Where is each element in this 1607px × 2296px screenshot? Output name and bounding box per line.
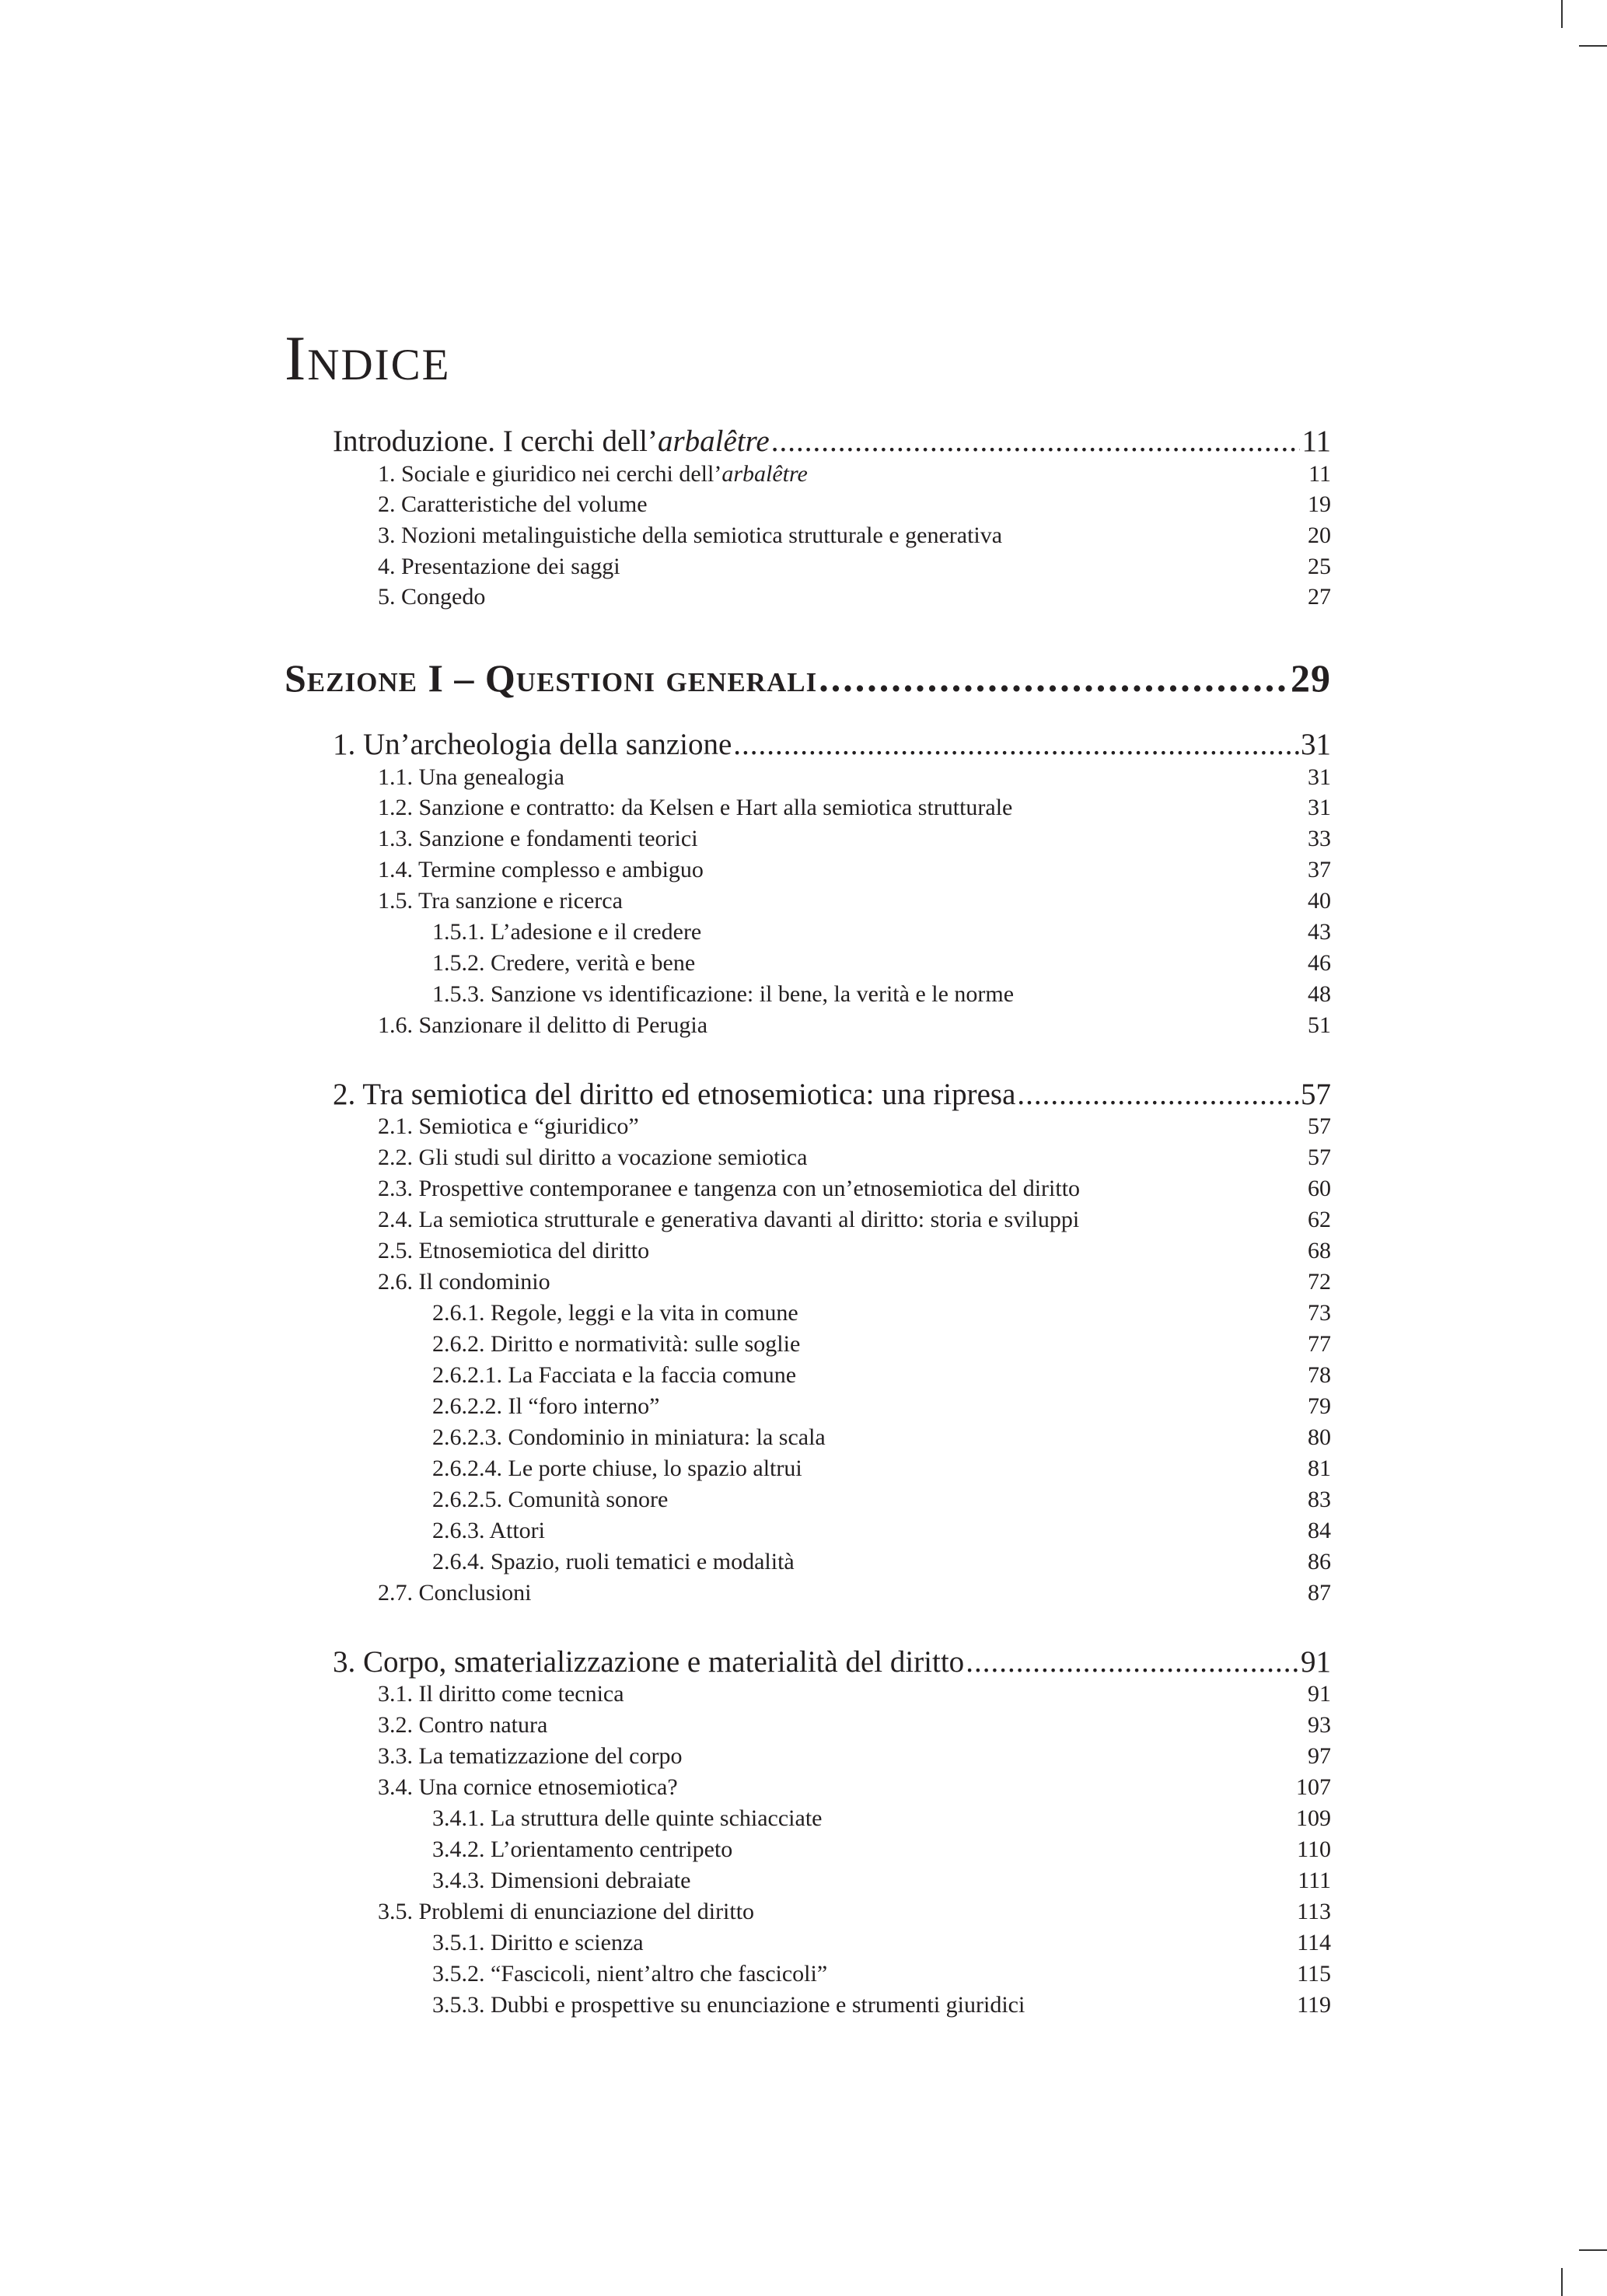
toc-page-number: 31: [1308, 764, 1331, 790]
toc-page-number: 119: [1297, 1992, 1331, 2018]
toc-chapter-entry: [333, 727, 1331, 762]
toc-page-number: 72: [1308, 1269, 1331, 1295]
toc-page-number: 60: [1308, 1176, 1331, 1201]
toc-entry: [432, 1805, 1331, 1832]
toc-entry-title: Sezione I – Questioni generali: [285, 656, 818, 700]
dot-leader: [1017, 1077, 1299, 1112]
toc-page-number: 86: [1308, 1549, 1331, 1574]
toc-entry: [432, 1992, 1331, 2018]
toc-entry-title: 2.6.2.2. Il “foro interno”: [432, 1393, 660, 1419]
toc-entry: [378, 1113, 1331, 1140]
toc-entry: [432, 1362, 1331, 1389]
toc-page-number: 25: [1308, 554, 1331, 579]
toc-entry: [432, 1518, 1331, 1544]
toc-entry: [432, 1300, 1331, 1326]
toc-page-number: 83: [1308, 1487, 1331, 1512]
toc-entry: [378, 1774, 1331, 1801]
dot-leader: [966, 1644, 1299, 1679]
toc-chapter-entry: [333, 424, 1331, 459]
toc-page-number: 57: [1308, 1113, 1331, 1139]
toc-entry: [378, 1145, 1331, 1171]
toc-page-number: 97: [1308, 1743, 1331, 1769]
toc-entry: [432, 1393, 1331, 1420]
toc-entry: [378, 1712, 1331, 1739]
crop-mark-bottom-right: [1561, 2268, 1563, 2296]
toc-page-number: 109: [1296, 1805, 1331, 1831]
toc-chapter-entry: [333, 1644, 1331, 1679]
toc-entry-title: 2.2. Gli studi sul diritto a vocazione semiotica: [378, 1145, 808, 1170]
toc-entry: [432, 1487, 1331, 1513]
toc-chapter-entry: [333, 1077, 1331, 1112]
toc-entry: [378, 1743, 1331, 1770]
toc-entry: [378, 1176, 1331, 1202]
toc-entry: [432, 1836, 1331, 1863]
toc-entry-title: 3.4. Una cornice etnosemiotica?: [378, 1774, 678, 1800]
toc-page-number: 113: [1297, 1899, 1331, 1924]
toc-section-heading: [285, 655, 1331, 701]
crop-mark-bottom-right-h: [1579, 2249, 1607, 2251]
toc-page-number: 73: [1308, 1300, 1331, 1326]
toc-entry-title: 2.4. La semiotica strutturale e generativa davanti al diritto: storia e sviluppi: [378, 1207, 1080, 1232]
toc-page-number: 33: [1308, 826, 1331, 851]
toc-entry-title: 1.5.2. Credere, verità e bene: [432, 950, 696, 976]
toc-entry: [378, 826, 1331, 852]
toc-page-number: 107: [1296, 1774, 1331, 1800]
toc-page-number: 46: [1308, 950, 1331, 976]
toc-page-number: 87: [1308, 1580, 1331, 1606]
toc-page-number: 93: [1308, 1712, 1331, 1738]
toc-page-number: 57: [1308, 1145, 1331, 1170]
crop-mark-top-right-h: [1579, 45, 1607, 47]
toc-entry-title: 1.5.1. L’adesione e il credere: [432, 919, 702, 945]
toc-page-number: 19: [1308, 491, 1331, 517]
toc-page-number: 91: [1308, 1681, 1331, 1707]
toc-entry-title: 2.6. Il condominio: [378, 1269, 550, 1295]
toc-entry: [378, 1269, 1331, 1295]
toc-entry: [432, 1868, 1331, 1894]
toc-entry-title: 1.2. Sanzione e contratto: da Kelsen e Hart alla semiotica strutturale: [378, 795, 1013, 820]
toc-entry: [378, 522, 1331, 549]
toc-entry: [378, 461, 1331, 488]
toc-entry: [378, 1580, 1331, 1606]
toc-entry: [432, 950, 1331, 977]
toc-entry: [378, 1681, 1331, 1707]
toc-entry: [432, 1961, 1331, 1987]
dot-leader: [733, 727, 1299, 762]
toc-entry: [378, 888, 1331, 914]
dot-leader: [819, 655, 1289, 701]
toc-page-number: 81: [1308, 1456, 1331, 1481]
toc-entry-title: 1.5.3. Sanzione vs identificazione: il bene, la verità e le norme: [432, 981, 1015, 1007]
toc-page-number: 20: [1308, 522, 1331, 548]
toc-entry-title: 1.3. Sanzione e fondamenti teorici: [378, 826, 698, 851]
toc-entry: [378, 1207, 1331, 1233]
toc-page-number: 40: [1308, 888, 1331, 914]
toc-entry: [378, 554, 1331, 580]
toc-entry-title: 2.6.1. Regole, leggi e la vita in comune: [432, 1300, 798, 1326]
toc-entry-title: 2.6.2.1. La Facciata e la faccia comune: [432, 1362, 797, 1388]
toc-page-number: 110: [1297, 1836, 1331, 1862]
toc-page-number: 31: [1308, 795, 1331, 820]
toc-entry-title: 1.4. Termine complesso e ambiguo: [378, 857, 704, 882]
dot-leader: [771, 424, 1301, 459]
toc-page-number: 27: [1308, 584, 1331, 610]
toc-page-number: 68: [1308, 1238, 1331, 1263]
toc-entry-title: 1.1. Una genealogia: [378, 764, 564, 790]
toc-entry: [432, 1456, 1331, 1482]
toc-entry: [378, 1238, 1331, 1264]
toc-page-number: 80: [1308, 1424, 1331, 1450]
toc-entry-title: 1. Sociale e giuridico nei cerchi dell’: [378, 461, 722, 487]
toc-entry-title: 3.3. La tematizzazione del corpo: [378, 1743, 683, 1769]
toc-page-number: 79: [1308, 1393, 1331, 1419]
toc-entry-title: 2. Caratteristiche del volume: [378, 491, 648, 517]
toc-page-number: 111: [1298, 1868, 1331, 1893]
toc-page-number: 57: [1301, 1078, 1331, 1111]
toc-entry: [432, 1549, 1331, 1575]
toc-entry-title: 2.3. Prospettive contemporanee e tangenza con un’etnosemiotica del diritto: [378, 1176, 1081, 1201]
toc-entry-title: 2.1. Semiotica e “giuridico”: [378, 1113, 639, 1139]
toc-entry-title: 2.6.2.4. Le porte chiuse, lo spazio altrui: [432, 1456, 802, 1481]
toc-entry-title: 3.5.3. Dubbi e prospettive su enunciazione e strumenti giuridici: [432, 1992, 1025, 2018]
toc-entry-title: Introduzione. I cerchi dell’: [333, 425, 658, 458]
toc-entry-title: 3. Corpo, smaterializzazione e materialità del diritto: [333, 1645, 965, 1679]
toc-entry: [432, 1331, 1331, 1358]
toc-entry-title: 3.4.1. La struttura delle quinte schiacciate: [432, 1805, 823, 1831]
toc-entry: [432, 981, 1331, 1008]
toc-entry-title: 3.5.2. “Fascicoli, nient’altro che fascicoli”: [432, 1961, 828, 1987]
toc-page-number: 29: [1291, 656, 1331, 700]
toc-page-number: 77: [1308, 1331, 1331, 1357]
toc-entry: [378, 1899, 1331, 1925]
toc-page-number: 114: [1297, 1930, 1331, 1955]
toc-page-number: 51: [1308, 1012, 1331, 1038]
toc-page-number: 31: [1301, 728, 1331, 761]
toc-entry-title: 2.6.3. Attori: [432, 1518, 546, 1543]
toc-page-number: 115: [1297, 1961, 1331, 1987]
toc-page-number: 48: [1308, 981, 1331, 1007]
toc-page-number: 78: [1308, 1362, 1331, 1388]
toc-entry-title: 3.2. Contro natura: [378, 1712, 548, 1738]
toc-entry: [378, 491, 1331, 518]
toc-page-number: 62: [1308, 1207, 1331, 1232]
toc-entry-title-italic: arbalêtre: [657, 425, 770, 458]
toc-entry: [432, 1424, 1331, 1451]
toc-entry-title: 2. Tra semiotica del diritto ed etnosemiotica: una ripresa: [333, 1078, 1016, 1111]
toc-entry-title: 1. Un’archeologia della sanzione: [333, 728, 732, 761]
toc-entry-title: 3. Nozioni metalinguistiche della semiotica strutturale e generativa: [378, 522, 1003, 548]
toc-entry-title: 2.6.2.5. Comunità sonore: [432, 1487, 669, 1512]
toc-entry-title: 4. Presentazione dei saggi: [378, 554, 620, 579]
toc-entry-title: 3.1. Il diritto come tecnica: [378, 1681, 624, 1707]
toc-page-number: 11: [1301, 425, 1331, 458]
toc-entry-title: 2.5. Etnosemiotica del diritto: [378, 1238, 650, 1263]
toc-entry: [378, 1012, 1331, 1039]
toc-entry: [432, 1930, 1331, 1956]
toc-entry-title-italic: arbalêtre: [721, 461, 808, 487]
toc-entry-title: 2.6.2.3. Condominio in miniatura: la scala: [432, 1424, 826, 1450]
toc-entry-title: 3.5.1. Diritto e scienza: [432, 1930, 644, 1955]
toc-entry-title: 3.4.3. Dimensioni debraiate: [432, 1868, 691, 1893]
toc-page-number: 91: [1301, 1645, 1331, 1679]
toc-entry-title: 3.4.2. L’orientamento centripeto: [432, 1836, 733, 1862]
crop-mark-top-right: [1561, 0, 1563, 28]
toc-entry-title: 2.6.4. Spazio, ruoli tematici e modalità: [432, 1549, 795, 1574]
toc-entry: [378, 857, 1331, 883]
toc-page-number: 84: [1308, 1518, 1331, 1543]
toc-page-number: 43: [1308, 919, 1331, 945]
toc-entry-title: 2.7. Conclusioni: [378, 1580, 532, 1606]
toc-entry-title: 1.6. Sanzionare il delitto di Perugia: [378, 1012, 708, 1038]
toc-entry-title: 3.5. Problemi di enunciazione del diritto: [378, 1899, 755, 1924]
toc-entry: [378, 584, 1331, 610]
toc-entry: [432, 919, 1331, 945]
toc-page-number: 11: [1308, 461, 1331, 487]
page-title: Indice: [285, 323, 451, 393]
toc-entry-title: 1.5. Tra sanzione e ricerca: [378, 888, 623, 914]
toc-entry-title: 2.6.2. Diritto e normatività: sulle soglie: [432, 1331, 801, 1357]
toc-entry-title: 5. Congedo: [378, 584, 486, 610]
toc-entry: [378, 795, 1331, 821]
toc-entry: [378, 764, 1331, 791]
toc-page-number: 37: [1308, 857, 1331, 882]
